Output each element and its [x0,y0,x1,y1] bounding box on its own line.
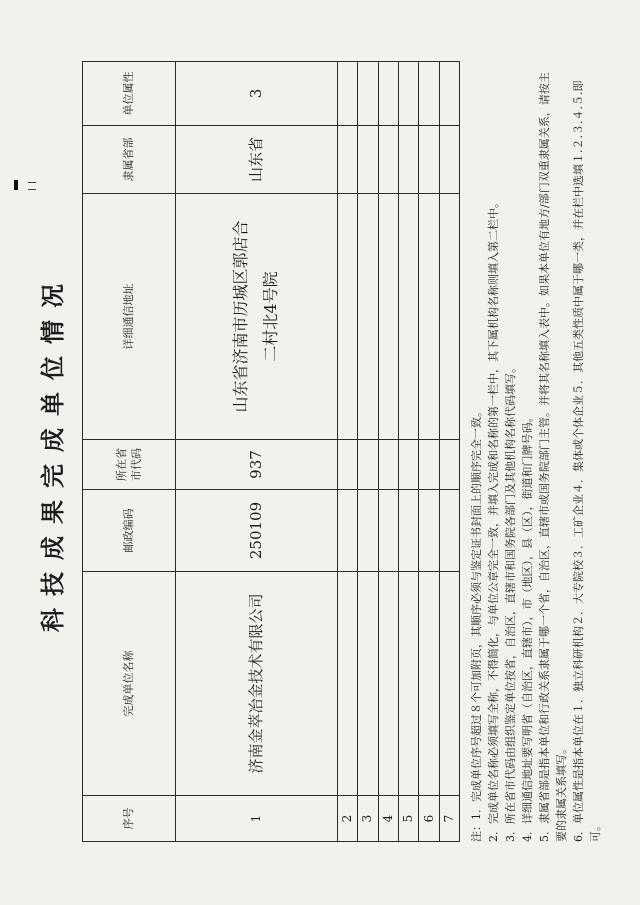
table-row [378,62,398,842]
cell-seq: 6 [419,796,439,842]
cell-region-code: 937 [176,440,338,490]
address-line-1: 山东省济南市历城区郭店合 [231,220,251,413]
page-title: 科技成果完成单位情况 [37,272,67,632]
table-row [337,62,357,842]
table-row [419,62,439,842]
units-table [82,61,460,842]
footnote-line: 6．单位属性是指本单位在１．独立科研机构２．大专院校３．工矿企业４．集体或个体企业５．其他五类性质中属于哪一类，并在栏中选填１.２.３.４.５.即可。 [572,80,602,842]
col-header-attr: 单位属性 [83,62,176,126]
col-header-seq: 序号 [83,796,176,842]
col-header-postcode: 邮政编码 [83,490,176,572]
cell-postcode: 250109 [176,490,338,572]
footnote-line: 注：1．完成单位序号超过８个可加附页，其顺序必须与鉴定证书封面上的顺序完全一致。 [470,406,483,842]
cell-seq: 3 [358,796,378,842]
footnote-line: 5．隶属省部是指本单位和行政关系隶属于哪一个省，自治区，直辖市或国务院部门主管。并将其名称填入表中。如果本单位有地方/部门双重隶属关系，请按主要的隶属关系填写。 [538,72,568,842]
footnote-line: 2．完成单位名称必须填写全称，不得简化，与单位公章完全一致，并填入完成和名称的第一栏中，其下属机构名称则填入第二栏中。 [487,197,500,842]
table-header-row [83,62,176,842]
cell-seq: 7 [439,796,459,842]
cell-address [176,194,338,440]
col-header-address: 详细通信地址 [83,194,176,440]
table-row [398,62,418,842]
cell-seq: 4 [378,796,398,842]
address-line-2: 二村北4号院 [261,271,281,362]
rotated-form [20,62,620,842]
scan-mark [14,180,18,190]
footnotes [468,62,604,842]
cell-name: 济南金萃冶金技术有限公司 [176,572,338,796]
footnote-line: 3．所在省市代码由组织鉴定单位按省，自治区，直辖市和国务院各部门及其他机构名称代码填写。 [504,362,517,842]
cell-seq: 1 [176,796,338,842]
cell-dept: 山东省 [176,126,338,194]
footnote-line: 4．详细通信地址要写明省（自治区，直辖市），市（地区），县（区），街道和门牌号码。 [521,411,534,842]
table-row [358,62,378,842]
col-header-name: 完成单位名称 [83,572,176,796]
cell-attr: 3 [176,62,338,126]
table-row [439,62,459,842]
col-header-region-code: 所在省市代码 [83,440,176,490]
table-row [176,62,338,842]
col-header-dept: 隶属省部 [83,126,176,194]
cell-seq: 2 [337,796,357,842]
cell-seq: 5 [398,796,418,842]
